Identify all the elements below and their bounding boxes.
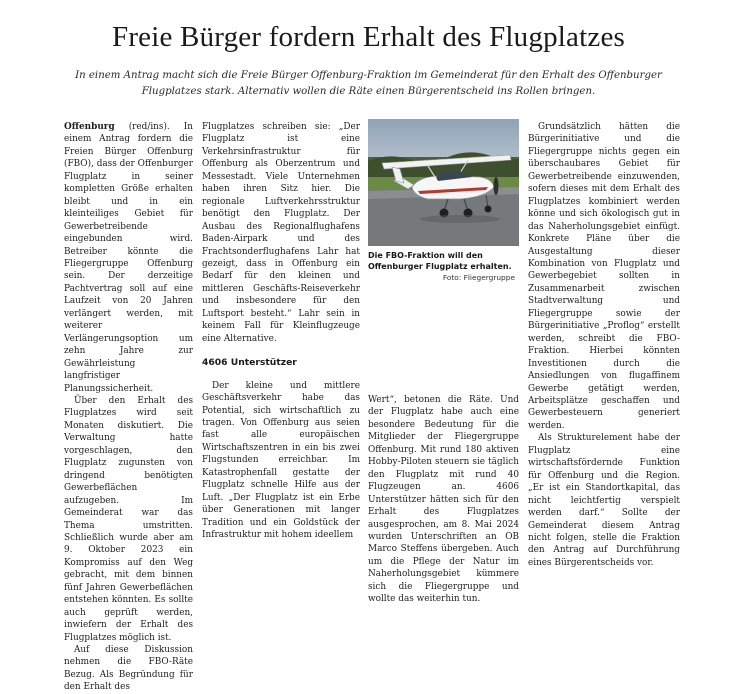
subheading: 4606 Unterstützer [202,357,297,369]
body-paragraph: Wert“, betonen die Räte. Und der Flugplatz habe auch eine besondere Bedeutung für die Mitglieder der Fliegergruppe Offenburg. Mit rund 180 aktiven Hobby-Piloten steuern sie täglich den Flugplatz mit rund 40 Flugzeugen an. 4606 Unterstützer hätten sich für den Erhalt des Flugplatzes ausgesprochen, am 8. Mai 2024 wurden Unterschriften an OB Marco Steffens übergeben. Auch um die Pflege der Natur im Naherholungsgebiet kümmere sich die Fliegergruppe und wollte das weiterhin tun. [368,395,519,605]
intro-text: (red/ins). In einem Antrag fordern die Freien Bürger Offenburg (FBO), dass der Offenburger Flugplatz in seiner kompletten Größe erhalten bleibt und in ein kleinteiliges Gebiet für Gewerbetreibende eingebunden wird. Betreiber könnte die Fliegergruppe Offenburg sein. Der derzeitige Pachtvertrag soll auf eine Laufzeit von 20 Jahren verlängert werden, mit weiterer Verlängerungsoption um zehn Jahre zur Gewährleistung langfristiger Planungssicherheit. [64,122,193,394]
photo-caption: Die FBO-Fraktion will den Offenburger Flugplatz erhalten. [368,251,512,271]
photo-credit: Foto: Fliegergruppe [442,273,515,282]
aircraft-photo [368,119,519,246]
dateline: Offenburg [64,122,115,132]
body-paragraph: Flugplatzes schreiben sie: „Der Flugplatz ist eine Verkehrsinfrastruktur für Offenburg als Oberzentrum und Messestadt. Viele Unternehmen haben ihren Sitz hier. Die regionale Luftverkehrsstruktur benötigt den Flugplatz. Der Ausbau des Regionalflughafens Baden-Airpark und des Frachtsonderflughafens Lahr hat gezeigt, dass in Offenburg ein Bedarf für den kleinen und mittleren Geschäfts-Reiseverkehr und insbesondere für den Luftsport besteht.“ Lahr sein in keinem Fall für Kleinflugzeuge eine Alternative. [202,122,360,344]
body-paragraph: Grundsätzlich hätten die Bürgerinitiative und die Fliegergruppe nichts gegen ein überschaubares Gebiet für Gewerbetreibende einzuwenden, sofern dieses mit dem Erhalt des Flugplatzes kombiniert werden könne und sich ökologisch gut in das Naherholungsgebiet einfügt. Konkrete Pläne über die Ausgestaltung dieser Kombination von Flugplatz und Gewerbegebiet sollten in Zusammenarbeit zwischen Stadtverwaltung und Fliegergruppe sowie der Bürgerinitiative „Proflog“ erstellt werden, schreibt die FBO-Fraktion. Hierbei könnten Investitionen durch die Ansiedlungen von flugaffinem Gewerbe getätigt werden, Arbeitsplätze geschaffen und Gewerbesteuern generiert werden. [528,122,680,431]
headline: Freie Bürger fordern Erhalt des Flugplatzes [112,21,625,53]
article-column-4 [528,121,680,569]
ultralight-aircraft-icon [368,119,519,246]
article-column-2 [202,121,360,542]
body-paragraph: Als Strukturelement habe der Flugplatz eine wirtschaftsfördernde Funktion für Offenburg und die Region. „Er ist ein Standortkapital, das nicht leichtfertig verspielt werden darf.“ Sollte der Gemeinderat diesem Antrag nicht folgen, stelle die Fraktion den Antrag auf Durchführung eines Bürgerentscheids vor. [528,433,680,568]
article-column-1 [64,121,193,694]
intro-paragraph [64,121,193,395]
article-column-3 [368,394,519,606]
body-paragraph: Über den Erhalt des Flugplatzes wird seit Monaten diskutiert. Die Verwaltung hatte vorgeschlagen, den Flugplatz zugunsten von dringend benötigten Gewerbeflächen aufzugeben. Im Gemeinderat war das Thema umstritten. Schließlich wurde aber am 9. Oktober 2023 ein Kompromiss auf den Weg gebracht, mit dem binnen fünf Jahren Gewerbeflächen entstehen könnten. Es sollte auch geprüft werden, inwiefern der Erhalt des Flugplatzes möglich ist. [64,395,193,643]
lead-paragraph: In einem Antrag macht sich die Freie Bürger Offenburg-Fraktion im Gemeinderat für den Erhalt des Offenburger Flugplatzes stark. Alternativ wollen die Räte einen Bürgerentscheid ins Rollen bringen. [75,70,662,97]
body-paragraph: Der kleine und mittlere Geschäftsverkehr habe das Potential, sich wirtschaftlich zu tragen. Von Offenburg aus seien fast alle europäischen Wirtschaftszentren in ein bis zwei Flugstunden erreichbar. Im Katastrophenfall gestatte der Flugplatz schnelle Hilfe aus der Luft. „Der Flugplatz ist ein Erbe über Generationen mit langer Tradition und ein Goldstück der Infrastruktur mit hohem ideellem [202,380,360,541]
body-paragraph: Auf diese Diskussion nehmen die FBO-Räte Bezug. Als Begründung für den Erhalt des [64,645,193,693]
